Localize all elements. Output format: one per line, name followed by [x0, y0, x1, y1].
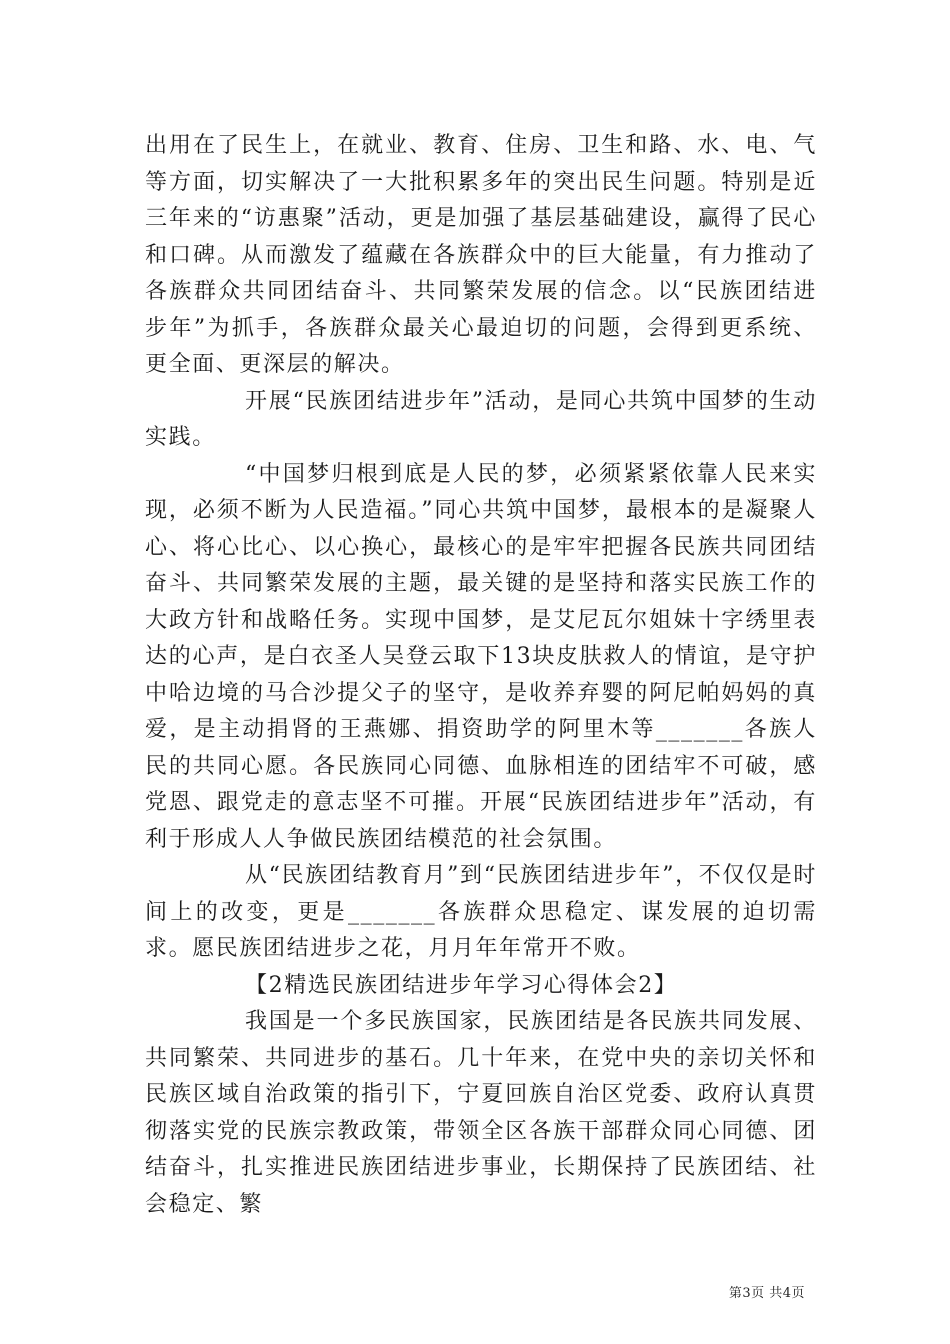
paragraph-chinese-dream: “中国梦归根到底是人民的梦，必须紧紧依靠人民来实现，必须不断为人民造福。”同心共筑中国梦，最根本的是凝聚人心、将心比心、以心换心，最核心的是牢牢把握各民族共同团结奋斗、共同繁荣发展的主题，最关键的是坚持和落实民族工作的大政方针和战略任务。实现中国梦，是艾尼瓦尔姐妹十字绣里表达的心声，是白衣圣人吴登云取下13块皮肤救人的情谊，是守护中哈边境的马合沙提父子的坚守，是收养弃婴的阿尼帕妈妈的真爱，是主动捐肾的王燕娜、捐资助学的阿里木等_______各族人民的共同心愿。各民族同心同德、血脉相连的团结牢不可破，感党恩、跟党走的意志坚不可摧。开展“民族团结进步年”活动，有利于形成人人争做民族团结模范的社会氛围。: [145, 461, 817, 852]
paragraph-continued: 出用在了民生上，在就业、教育、住房、卫生和路、水、电、气等方面，切实解决了一大批积累多年的突出民生问题。特别是近三年来的“访惠聚”活动，更是加强了基层基础建设，赢得了民心和口碑。从而激发了蕴藏在各族群众中的巨大能量，有力推动了各族群众共同团结奋斗、共同繁荣发展的信念。以“民族团结进步年”为抓手，各族群众最关心最迫切的问题，会得到更系统、更全面、更深层的解决。: [145, 133, 817, 377]
paragraph-multi-ethnic: 我国是一个多民族国家，民族团结是各民族共同发展、共同繁荣、共同进步的基石。几十年来，在党中央的亲切关怀和民族区域自治政策的指引下，宁夏回族自治区党委、政府认真贯彻落实党的民族宗教政策，带领全区各族干部群众同心同德、团结奋斗，扎实推进民族团结进步事业，长期保持了民族团结、社会稳定、繁: [145, 1009, 817, 1217]
paragraph-activity-practice: 开展“民族团结进步年”活动，是同心共筑中国梦的生动实践。: [145, 388, 817, 450]
section-heading: 【2精选民族团结进步年学习心得体会2】: [245, 972, 678, 998]
paragraph-education-month: 从“民族团结教育月”到“民族团结进步年”，不仅仅是时间上的改变，更是_______各族群众思稳定、谋发展的迫切需求。愿民族团结进步之花，月月年年常开不败。: [145, 863, 817, 961]
page-number-footer: 第3页 共4页: [728, 1286, 805, 1301]
document-body: [145, 128, 817, 1223]
